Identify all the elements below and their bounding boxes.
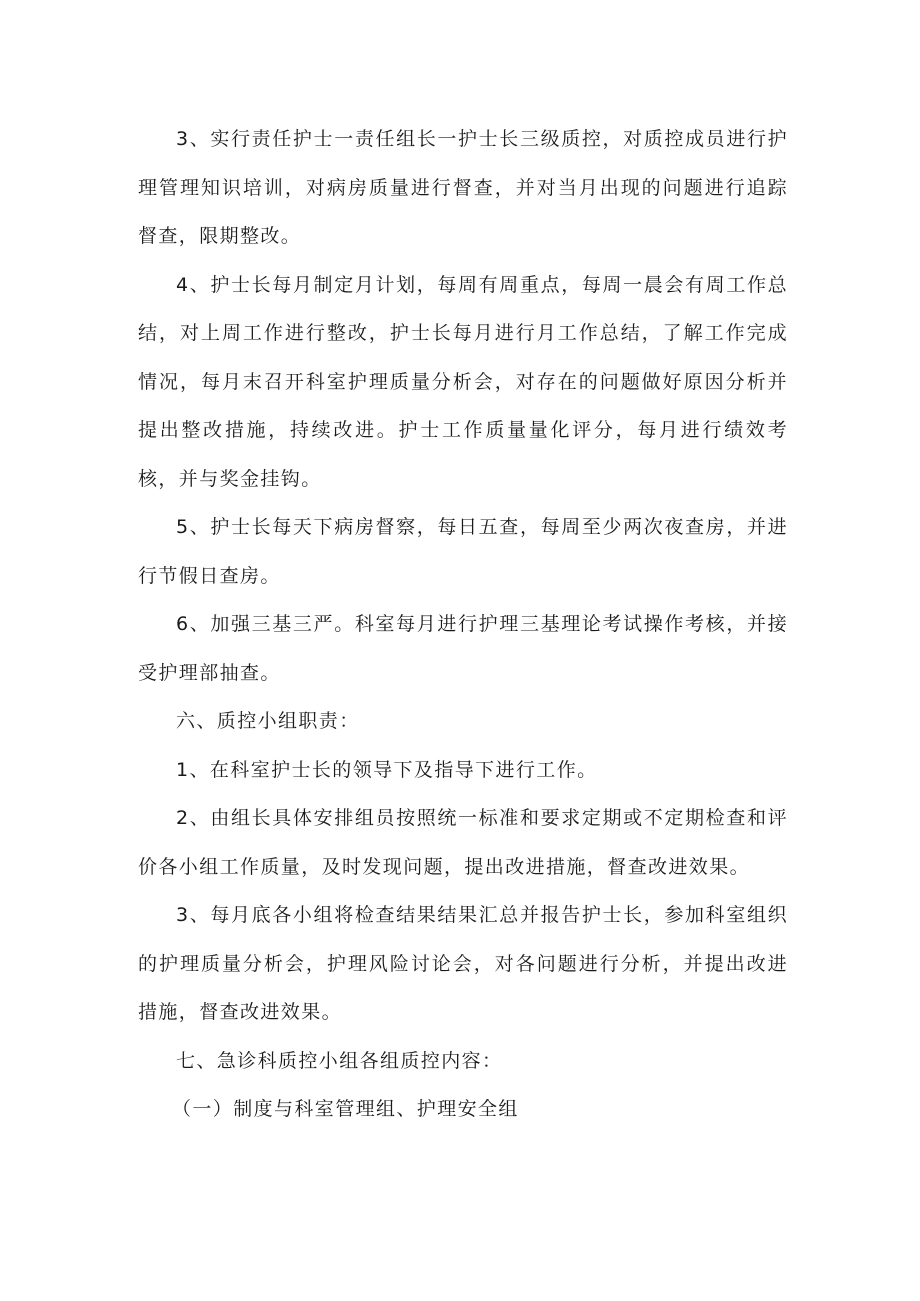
- subsection-heading-1: （一）制度与科室管理组、护理安全组: [172, 1098, 519, 1120]
- section6-item-1: 1、在科室护士长的领导下及指导下进行工作。: [176, 758, 598, 781]
- section-heading-7: 七、急诊科质控小组各组质控内容：: [176, 1049, 503, 1072]
- paragraph-item-6: 6、加强三基三严。科室每月进行护理三基理论考试操作考核，并接受护理部抽查。: [138, 613, 788, 684]
- paragraph-item-5: 5、护士长每天下病房督察，每日五查，每周至少两次夜查房，并进行节假日查房。: [138, 516, 788, 587]
- paragraph-item-3: 3、实行责任护士一责任组长一护士长三级质控，对质控成员进行护理管理知识培训，对病房质量进行督查，并对当月出现的问题进行追踪督查，限期整改。: [138, 128, 788, 247]
- section-heading-6: 六、质控小组职责：: [176, 710, 360, 732]
- paragraph-item-4: 4、护士长每月制定月计划，每周有周重点，每周一晨会有周工作总结，对上周工作进行整改，护士长每月进行月工作总结，了解工作完成情况，每月末召开科室护理质量分析会，对存在的问题做好原因分析并提出整改措施，持续改进。护士工作质量量化评分，每月进行绩效考核，并与奖金挂钩。: [138, 273, 788, 490]
- document-body: [138, 115, 788, 1134]
- section6-item-3: 3、每月底各小组将检查结果结果汇总并报告护士长，参加科室组织的护理质量分析会，护理风险讨论会，对各问题进行分析，并提出改进措施，督查改进效果。: [138, 904, 788, 1023]
- section6-item-2: 2、由组长具体安排组员按照统一标准和要求定期或不定期检查和评价各小组工作质量，及时发现问题，提出改进措施，督查改进效果。: [138, 807, 788, 878]
